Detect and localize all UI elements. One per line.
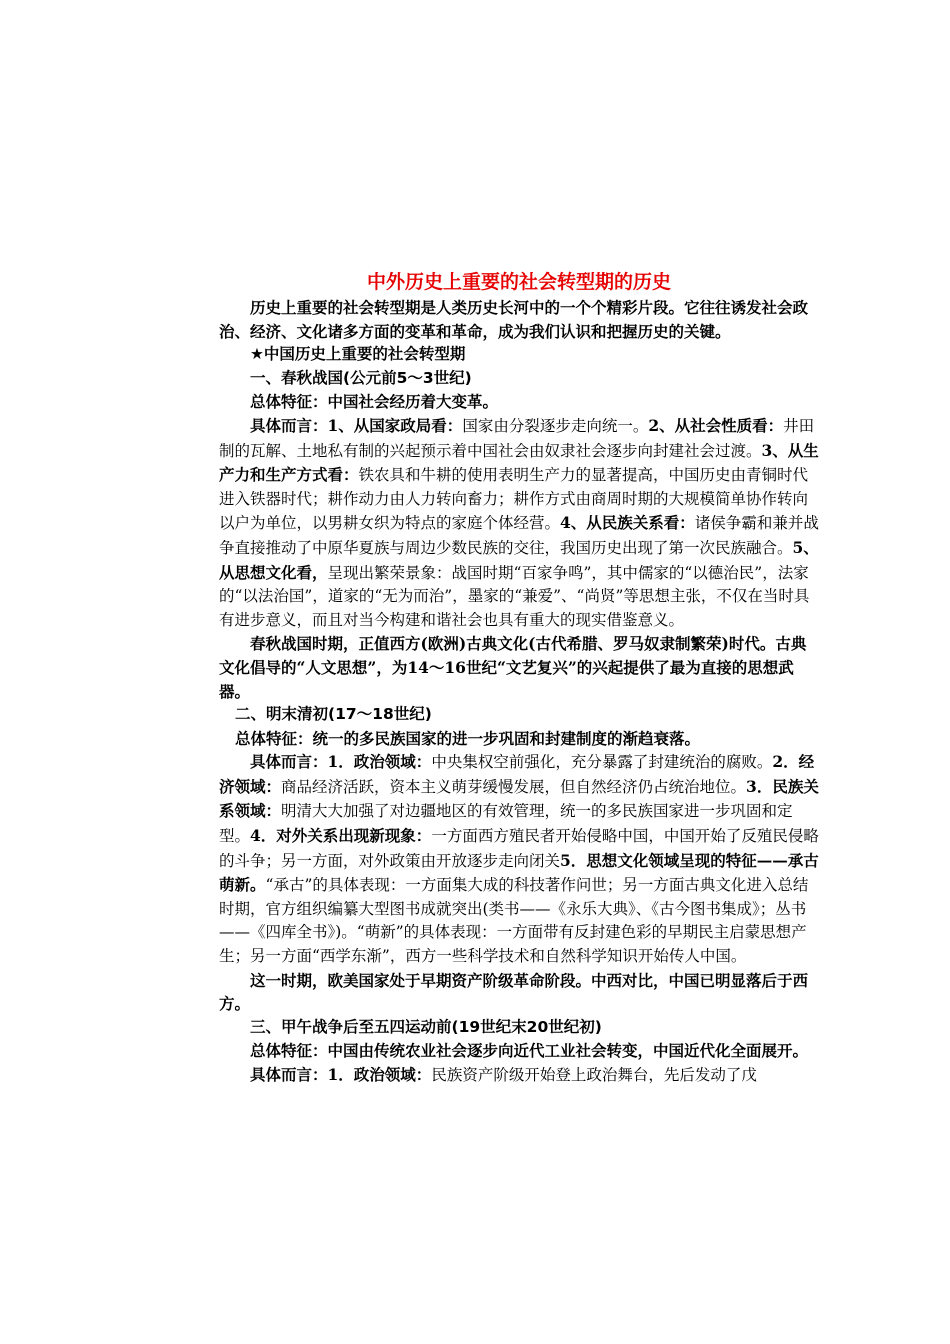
s2-run: 4．对外关系出现新现象： (250, 826, 432, 846)
s1-run: 4、从民族关系看： (560, 513, 695, 533)
s2-run: 中央集权空前强化，充分暴露了封建统治的腐败。 (431, 753, 773, 772)
s1-run: 2、从社会性质看： (648, 415, 784, 435)
s2-run: 明清大大加强了对边疆地区的有效管理，统一的多民族国家进一步巩固和定型。 (219, 802, 793, 846)
s1-run: 井田制的瓦解、土地私有制的兴起预示着中国社会由奴隶社会逐步向封建社会过渡。 (219, 416, 815, 460)
s2-run: 商品经济活跃，资本主义萌芽缓慢发展，但自然经济仍占统治地位。 (281, 777, 747, 796)
s1-run: 3、从生产力和生产方式看： (219, 440, 819, 485)
section-1-heading: 一、春秋战国(公元前5～3世纪) (250, 368, 472, 387)
s2-run: 一方面西方殖民者开始侵略中国，中国开始了反殖民侵略的斗争；另一方面，对外政策由开放逐步走向闭关 (219, 827, 819, 870)
section-3-feature: 总体特征：中国由传统农业社会逐步向近代工业社会转变，中国近代化全面展开。 (250, 1041, 809, 1061)
section-1-feature: 总体特征：中国社会经历着大变革。 (250, 392, 499, 412)
s3-run: 1．政治领域： (327, 1065, 432, 1084)
page-title: 中外历史上重要的社会转型期的历史 (366, 271, 671, 293)
section-1-west: 春秋战国时期，正值西方(欧洲)古典文化(古代希腊、罗马奴隶制繁荣)时代。古典文化倡导的“人文思想”，为14～16世纪“文艺复兴”的兴起提供了最为直接的思想武器。 (219, 634, 807, 701)
s1-run: 诸侯争霸和兼并战争直接推动了中原华夏族与周边少数民族的交往，我国历史出现了第一次民族融合。 (219, 514, 819, 557)
section-3-heading: 三、甲午战争后至五四运动前(19世纪末20世纪初) (250, 1017, 602, 1036)
section-2-west: 这一时期，欧美国家处于早期资产阶级革命阶段。中西对比，中国已明显落后于西方。 (219, 970, 809, 1014)
s2-run: 5．思想文化领域呈现的特征——承古萌新。 (219, 850, 819, 895)
s1-run: 具体而言： (250, 415, 328, 435)
section-2-detail (219, 750, 819, 968)
s2-run: “承古”的具体表现：一方面集大成的科技著作问世；另一方面古典文化进入总结时期，官方组织编纂大型图书成就突出(类书——《永乐大典》、《古今图书集成》；丛书——《四库全书》)。“萌新”的具体表现：一方面带有反封建色彩的早期民主启蒙思想产生；另一方面“西学东渐”，西方一些科学技术和自然科学知识开始传人中国。 (219, 876, 809, 966)
s1-run: 国家由分裂逐步走向统一。 (462, 416, 649, 435)
s1-run: 铁农具和牛耕的使用表明生产力的显著提高，中国历史由青铜时代进入铁器时代；耕作动力由人力转向畜力；耕作方式由商周时期的大规模简单协作转向以户为单位，以男耕女织为特点的家庭个体经营。 (219, 466, 809, 533)
document-page (219, 268, 819, 1088)
s2-run: 具体而言： (250, 752, 328, 772)
s1-run: 1、从国家政局看： (327, 415, 463, 435)
s2-run: 1．政治领域： (327, 752, 432, 772)
s2-run: 3．民族关系领域： (219, 776, 819, 821)
s3-run: 民族资产阶级开始登上政治舞台，先后发动了戊 (431, 1066, 757, 1084)
s1-run: 呈现出繁荣景象：战国时期“百家争鸣”，其中儒家的“以德治民”，法家的“以法治国”，道家的“无为而治”，墨家的“兼爱”、“尚贤”等思想主张，不仅在当时具有进步意义，而且对当今构建和谐社会也具有重大的现实借鉴意义。 (219, 563, 810, 629)
section-2-feature: 总体特征：统一的多民族国家的进一步巩固和封建制度的渐趋衰落。 (235, 728, 701, 748)
section-3-detail (219, 1063, 819, 1088)
china-heading: ★中国历史上重要的社会转型期 (250, 345, 466, 364)
s2-run: 2．经济领域： (219, 752, 815, 796)
s3-run: 具体而言： (250, 1065, 328, 1084)
s1-run: 5、从思想文化看， (219, 537, 819, 582)
intro-paragraph: 历史上重要的社会转型期是人类历史长河中的一个个精彩片段。它往往诱发社会政治、经济、文化诸多方面的变革和革命，成为我们认识和把握历史的关键。 (219, 298, 809, 341)
section-1-detail (219, 414, 819, 632)
section-2-heading: 二、明末清初(17～18世纪) (235, 705, 432, 724)
